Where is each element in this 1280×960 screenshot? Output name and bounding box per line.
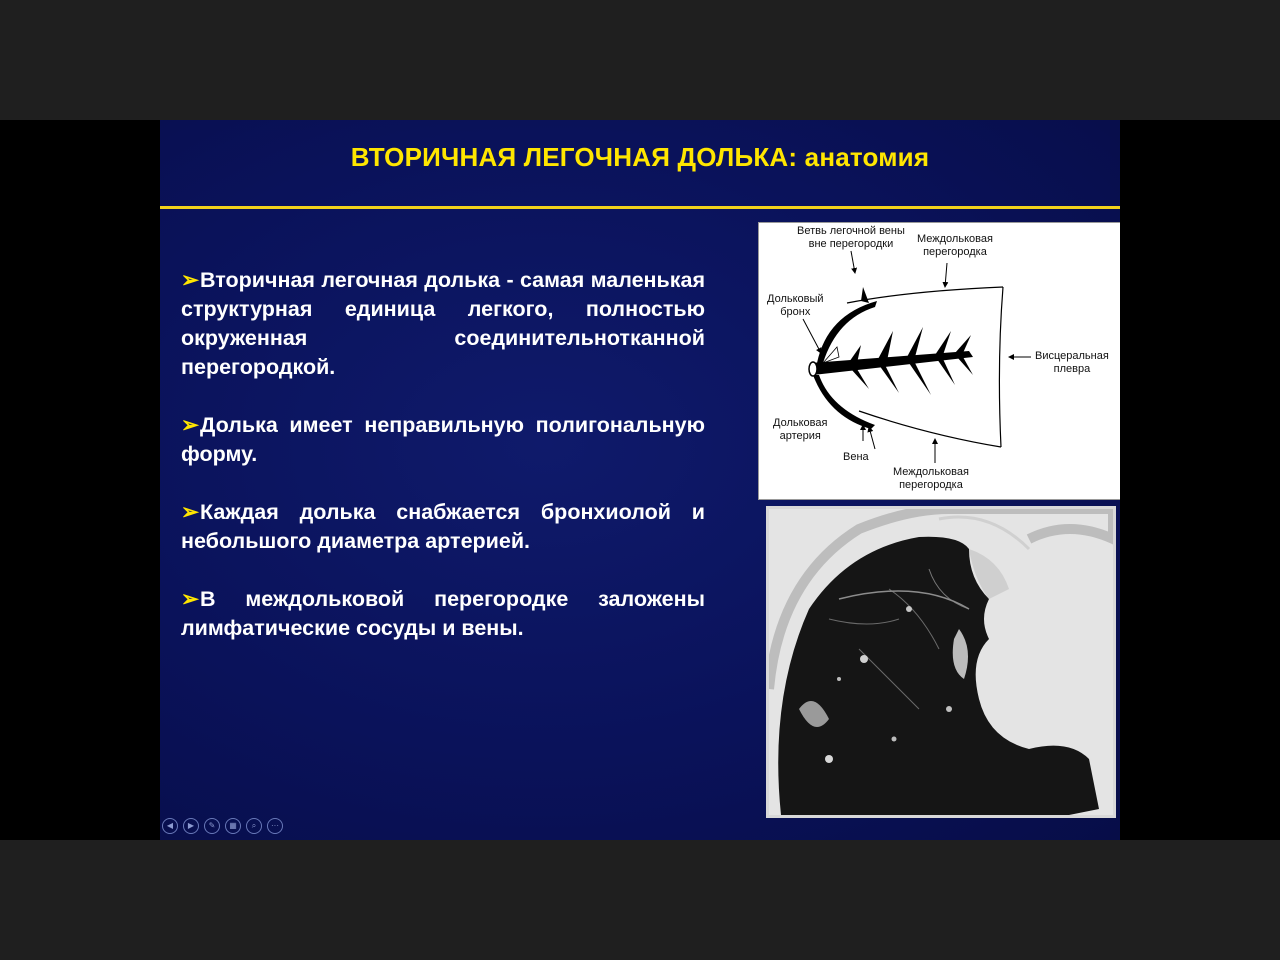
bullet-text: Долька имеет неправильную полигональную форму. xyxy=(181,413,705,466)
bullet-text: Каждая долька снабжается бронхиолой и небольшого диаметра артерией. xyxy=(181,500,705,553)
bullet-arrow-icon: ➢ xyxy=(181,500,200,524)
slide-title: ВТОРИЧНАЯ ЛЕГОЧНАЯ ДОЛЬКА: анатомия xyxy=(350,142,930,172)
bullet-item xyxy=(181,498,705,556)
label-visceral-pleura: Висцеральная плевра xyxy=(1035,350,1109,375)
ct-scan-drawing xyxy=(769,509,1113,815)
label-septum-top: Междольковая перегородка xyxy=(917,233,993,258)
bullet-text: В междольковой перегородке заложены лимфатические сосуды и вены. xyxy=(181,587,705,640)
title-underline xyxy=(160,206,1120,209)
label-lobular-artery: Дольковая артерия xyxy=(773,417,828,442)
bottom-letterbox xyxy=(0,840,1280,960)
label-vein: Вена xyxy=(843,451,869,463)
bullet-text: Вторичная легочная долька - самая маленькая структурная единица легкого, полностью окруженная соединительнотканной перегородкой. xyxy=(181,268,705,379)
zoom-icon[interactable]: ⌕ xyxy=(246,818,262,834)
bullet-item xyxy=(181,266,705,382)
top-letterbox xyxy=(0,0,1280,120)
more-options-icon[interactable]: ··· xyxy=(267,818,283,834)
pen-icon[interactable]: ✎ xyxy=(204,818,220,834)
bullet-list xyxy=(181,266,705,672)
bullet-arrow-icon: ➢ xyxy=(181,268,200,292)
bullet-arrow-icon: ➢ xyxy=(181,587,200,611)
bullet-item xyxy=(181,411,705,469)
ct-scan-lung-image xyxy=(766,506,1116,818)
next-slide-icon[interactable]: ▶ xyxy=(183,818,199,834)
slide xyxy=(160,120,1120,840)
bullet-item xyxy=(181,585,705,643)
previous-slide-icon[interactable]: ◀ xyxy=(162,818,178,834)
label-vein-branch: Ветвь легочной вены вне перегородки xyxy=(797,225,905,250)
slides-grid-icon[interactable]: ▦ xyxy=(225,818,241,834)
lobule-anatomy-diagram xyxy=(758,222,1120,500)
bullet-arrow-icon: ➢ xyxy=(181,413,200,437)
label-lobular-bronchus: Дольковый бронх xyxy=(767,293,824,318)
slideshow-controls xyxy=(162,818,283,834)
label-septum-bottom: Междольковая перегородка xyxy=(893,466,969,491)
